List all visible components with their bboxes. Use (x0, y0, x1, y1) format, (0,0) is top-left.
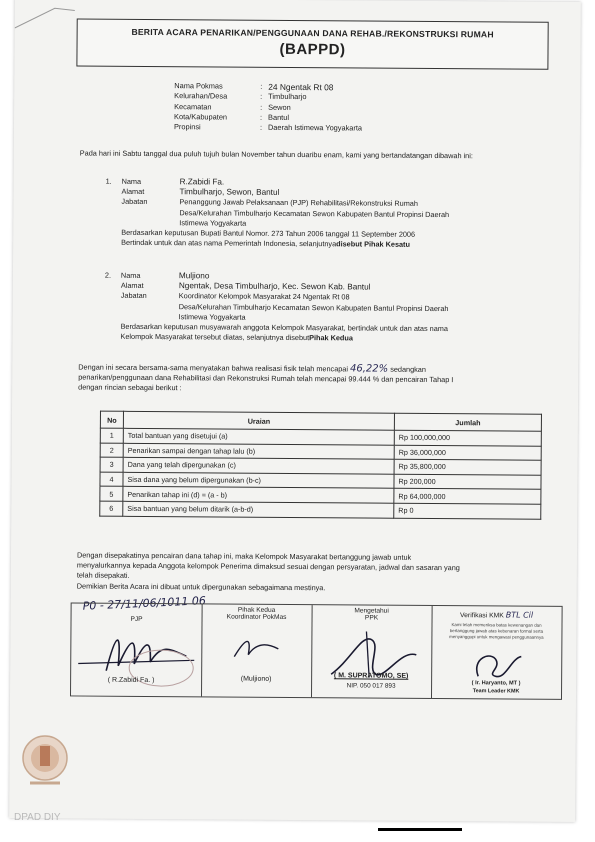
column-header-jumlah: Jumlah (394, 413, 541, 431)
pokmas-info (174, 81, 362, 134)
party-name: R.Zabidi Fa. (179, 177, 225, 187)
party-field-label: Nama (121, 176, 142, 186)
party-acting (121, 238, 541, 251)
party-field-label: Alamat (120, 280, 144, 291)
row-description: Dana yang telah dipergunakan (c) (123, 457, 394, 473)
row-amount: Rp 0 (394, 503, 541, 519)
signature-title: Team Leader KMK (472, 688, 520, 695)
title-box (76, 18, 548, 69)
row-number: 3 (100, 457, 123, 472)
signature-role: Pihak Kedua (237, 606, 276, 614)
signature-pihak-kedua (201, 604, 313, 697)
info-row: Propinsi : Daerah Istimewa Yogyakarta (173, 122, 363, 133)
info-label: Kota/Kabupaten (174, 112, 228, 122)
info-row: Kecamatan : Sewon (174, 101, 291, 112)
row-number: 4 (100, 472, 123, 487)
signature-scribble (226, 635, 286, 665)
document-abbreviation: (BAPPD) (279, 40, 346, 59)
party-position: Penanggung Jawab Pelaksanaan (PJP) Rehabilitasi/Rekonstruksi Rumah (179, 197, 418, 209)
info-label: Kecamatan (174, 101, 212, 112)
party-designation: disebut Pihak Kesatu (336, 239, 411, 250)
signature-role: Mengetahui (354, 607, 389, 615)
info-row: Kelurahan/Desa : Timbulharjo (174, 91, 307, 102)
document-page (9, 0, 581, 822)
party-basis: Berdasarkan keputusan Bupati Bantul Nomor. 273 Tahun 2006 tanggal 11 September 2006 (121, 227, 416, 239)
column-header-no: No (100, 411, 123, 428)
row-number: 1 (100, 428, 123, 443)
row-description: Sisa bantuan yang belum ditarik (a-b-d) (123, 501, 394, 517)
signature-name: ( Ir. Haryanto, MT ) (471, 680, 521, 687)
row-description: Penarikan sampai dengan tahap lalu (b) (123, 443, 394, 459)
handwritten-code: P0 - 27/11/06/1011 06 (82, 594, 207, 613)
agreement-text: dengan rincian sebagai berikut : (78, 382, 182, 393)
row-description: Total bantuan yang disetujui (a) (123, 428, 394, 444)
party-name: Muljiono (178, 271, 210, 281)
closing-text: Dengan disepakatinya pencairan dana tahap ini, maka Kelompok Masyarakat bertanggung jawab untuk (76, 550, 412, 562)
party-address: Timbulharjo, Sewon, Bantul (179, 187, 280, 198)
closing-text: Demikian Berita Acara ini dibuat untuk dipergunakan sebagaimana mestinya. (76, 581, 326, 592)
scan-corner-fold (15, 0, 95, 39)
signature-scribble (466, 648, 526, 680)
party-number: 2. (104, 270, 112, 280)
table-row (100, 501, 541, 519)
agreement-text: sedangkan (388, 364, 426, 374)
signature-role-detail: PPK (364, 614, 379, 622)
row-number: 6 (100, 501, 123, 516)
signature-role-line (432, 610, 562, 620)
agreement-text: penarikan/penggunaan dana Rehabilitasi dan Rekonstruksi Rumah telah mencapai 99.444 % dan pencairan Tahap I (78, 372, 454, 385)
intro-paragraph: Pada hari ini Sabtu tanggal dua puluh tujuh bulan November tahun duaribu enam, kami yang bertandatangan dibawah ini: (79, 148, 473, 161)
row-amount: Rp 36,000,000 (394, 445, 541, 461)
signature-name: ( M. SUPRATOMO, SE) (333, 672, 409, 680)
party-one (105, 177, 541, 251)
dpad-logo-icon (20, 728, 70, 798)
party-position: Koordinator Kelompok Masyarakat 24 Ngentak Rt 08 (178, 291, 350, 302)
agreement-paragraph (78, 362, 548, 396)
info-row: Nama Pokmas : 24 Ngentak Rt 08 (174, 81, 334, 93)
party-two (104, 271, 540, 345)
signature-role: PJP (130, 615, 143, 623)
signature-role: Verifikasi KMK (459, 612, 504, 620)
party-address: Ngentak, Desa Timbulharjo, Kec. Sewon Kab. Bantul (178, 281, 371, 292)
info-label: Kelurahan/Desa (174, 91, 228, 101)
signature-nip: NIP. 050 017 893 (346, 682, 396, 690)
signature-pjp (71, 603, 203, 696)
info-label: Propinsi (173, 122, 201, 132)
signature-role-detail: Koordinator PokMas (226, 613, 287, 621)
party-acting (120, 332, 540, 345)
column-header-uraian: Uraian (123, 411, 394, 430)
party-field-label: Nama (120, 270, 141, 280)
row-amount: Rp 100,000,000 (394, 430, 541, 446)
party-acting-text: Bertindak untuk dan atas nama Pemerintah Indonesia, selanjutnya (121, 238, 337, 249)
info-value: Sewon (268, 102, 291, 112)
footer-watermark: DPAD DIY (14, 812, 61, 823)
closing-paragraph (77, 550, 547, 594)
closing-text: telah disepakati. (76, 570, 130, 581)
row-number: 2 (100, 443, 123, 458)
party-field-label: Jabatan (120, 291, 147, 301)
info-value: Daerah Istimewa Yogyakarta (267, 122, 363, 133)
info-value: Timbulharjo (268, 92, 307, 102)
info-value: Bantul (268, 112, 290, 122)
row-description: Sisa dana yang belum dipergunakan (b-c) (123, 472, 394, 488)
bottom-bar (378, 828, 462, 831)
info-label: Nama Pokmas (174, 81, 223, 91)
verification-statement: Kami telah memeriksa batas kewenangan dan bertanggung jawab atas kebenaran formal serta menyanggupi untuk mengawasi penggunaannya (449, 622, 544, 640)
agreement-text: Dengan ini secara bersama-sama menyatakan bahwa realisasi fisik telah mencapai (78, 362, 351, 374)
document-title: BERITA ACARA PENARIKAN/PENGGUNAAN DANA REHAB./REKONSTRUKSI RUMAH (131, 26, 494, 40)
party-position: Desa/Kelurahan Timbulharjo Kecamatan Sewon Kabupaten Bantul Propinsi Daerah (179, 207, 450, 219)
party-acting-text: Kelompok Masyarakat tersebut diatas, selanjutnya disebut (120, 331, 310, 343)
info-row: Kota/Kabupaten : Bantul (174, 112, 290, 122)
row-amount: Rp 64,000,000 (394, 489, 541, 505)
handwritten-percentage: 46,22% (350, 363, 389, 375)
party-basis: Berdasarkan keputusan musyawarah anggota Kelompok Masyarakat, bertindak untuk dan atas nama (120, 321, 448, 334)
signature-block (70, 602, 563, 699)
funding-table (99, 411, 542, 520)
party-position: Istimewa Yogyakarta (179, 218, 247, 228)
info-value: 24 Ngentak Rt 08 (268, 81, 334, 93)
party-field-label: Alamat (121, 186, 145, 197)
row-amount: Rp 200,000 (394, 474, 541, 490)
row-number: 5 (100, 487, 123, 502)
party-field-label: Jabatan (121, 197, 148, 207)
row-amount: Rp 35,800,000 (394, 459, 541, 475)
party-position: Desa/Kelurahan Timbulharjo Kecamatan Sewon Kabupaten Bantul Propinsi Daerah (178, 301, 449, 313)
signature-ppk (311, 605, 433, 698)
closing-text: menyalurkannya kepada Anggota kelompok Penerima dimaksud sesuai dengan persyaratan, jadwal dan sasaran yang (76, 560, 460, 573)
signature-name: ( R.Zabidi Fa. ) (107, 676, 155, 685)
party-number: 1. (105, 176, 112, 186)
party-position: Istimewa Yogyakarta (178, 311, 246, 322)
handwritten-note: BTL Cil (505, 610, 534, 620)
row-description: Penarikan tahap ini (d) = (a - b) (123, 487, 394, 503)
signature-kmk (431, 606, 562, 699)
party-designation: Pihak Kedua (309, 333, 353, 343)
signature-name: (Muljiono) (240, 675, 272, 683)
